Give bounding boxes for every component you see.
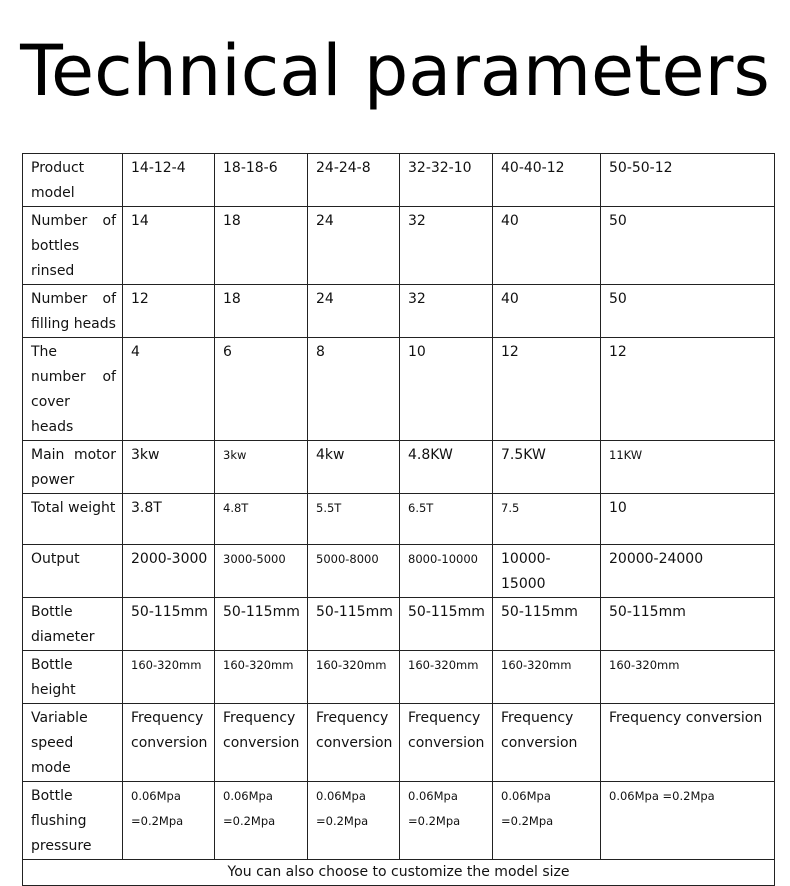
table-cell: 7.5KW [493, 441, 601, 494]
table-cell: 8000-10000 [400, 545, 493, 598]
table-cell: 40-40-12 [493, 154, 601, 207]
row-label: Main motor power [23, 441, 123, 494]
table-cell: 50-115mm [400, 598, 493, 651]
table-cell: 24-24-8 [308, 154, 400, 207]
table-row [23, 285, 775, 338]
table-cell: 50-50-12 [601, 154, 775, 207]
table-cell: 50-115mm [493, 598, 601, 651]
table-cell: 160-320mm [215, 651, 308, 704]
row-label: Number of filling heads [23, 285, 123, 338]
table-row [23, 598, 775, 651]
table-cell: 7.5 [493, 494, 601, 545]
table-row [23, 207, 775, 285]
row-label: The number of cover heads [23, 338, 123, 441]
table-cell: 32 [400, 207, 493, 285]
row-label: Bottle flushing pressure [23, 782, 123, 860]
table-cell: 10000-15000 [493, 545, 601, 598]
row-label: Output [23, 545, 123, 598]
page-title: Technical parameters [20, 30, 770, 112]
table-cell: 160-320mm [308, 651, 400, 704]
table-row [23, 704, 775, 782]
table-cell: 18 [215, 285, 308, 338]
row-label: Bottle height [23, 651, 123, 704]
table-cell: 50 [601, 285, 775, 338]
table-row [23, 154, 775, 207]
table-cell: 6 [215, 338, 308, 441]
table-cell: 12 [601, 338, 775, 441]
table-cell: 18-18-6 [215, 154, 308, 207]
table-cell: 32-32-10 [400, 154, 493, 207]
table-cell: 40 [493, 207, 601, 285]
table-cell: 50-115mm [123, 598, 215, 651]
table-cell: 11KW [601, 441, 775, 494]
table-cell: 5000-8000 [308, 545, 400, 598]
row-label: Total weight [23, 494, 123, 545]
table-cell: 4.8T [215, 494, 308, 545]
table-cell: Frequency conversion [493, 704, 601, 782]
table-cell: 14 [123, 207, 215, 285]
table-cell: Frequency conversion [123, 704, 215, 782]
table-cell: 3000-5000 [215, 545, 308, 598]
table-cell: 50 [601, 207, 775, 285]
table-cell: 12 [493, 338, 601, 441]
table-cell: 5.5T [308, 494, 400, 545]
table-cell: 14-12-4 [123, 154, 215, 207]
table-cell: 3kw [123, 441, 215, 494]
row-label: Variable speed mode [23, 704, 123, 782]
table-cell: 0.06Mpa =0.2Mpa [400, 782, 493, 860]
table-cell: Frequency conversion [400, 704, 493, 782]
table-row [23, 545, 775, 598]
row-label: Product model [23, 154, 123, 207]
table-cell: 160-320mm [493, 651, 601, 704]
technical-parameters-table [22, 153, 775, 886]
table-cell: 160-320mm [601, 651, 775, 704]
table-cell: 2000-3000 [123, 545, 215, 598]
table-cell: 24 [308, 285, 400, 338]
table-cell: 0.06Mpa =0.2Mpa [123, 782, 215, 860]
table-cell: 18 [215, 207, 308, 285]
table-cell: Frequency conversion [308, 704, 400, 782]
table-cell: 3.8T [123, 494, 215, 545]
table-footer-row [23, 860, 775, 886]
table-cell: 4kw [308, 441, 400, 494]
table-cell: 160-320mm [123, 651, 215, 704]
table-cell: 160-320mm [400, 651, 493, 704]
table-cell: 6.5T [400, 494, 493, 545]
table-footer-note: You can also choose to customize the model size [23, 860, 775, 886]
table-cell: 20000-24000 [601, 545, 775, 598]
table-cell: 50-115mm [601, 598, 775, 651]
table-cell: 10 [400, 338, 493, 441]
table-row [23, 651, 775, 704]
table-cell: 50-115mm [215, 598, 308, 651]
table-cell: Frequency conversion [215, 704, 308, 782]
table-cell: 0.06Mpa =0.2Mpa [215, 782, 308, 860]
table-row [23, 494, 775, 545]
table-cell: 3kw [215, 441, 308, 494]
table-cell: 0.06Mpa =0.2Mpa [493, 782, 601, 860]
table-cell: 0.06Mpa =0.2Mpa [601, 782, 775, 860]
table-cell: 12 [123, 285, 215, 338]
table-cell: 8 [308, 338, 400, 441]
table-cell: 0.06Mpa =0.2Mpa [308, 782, 400, 860]
table-cell: 10 [601, 494, 775, 545]
table-cell: Frequency conversion [601, 704, 775, 782]
table-cell: 4.8KW [400, 441, 493, 494]
row-label: Number of bottles rinsed [23, 207, 123, 285]
table-row [23, 441, 775, 494]
table-cell: 40 [493, 285, 601, 338]
table-cell: 24 [308, 207, 400, 285]
table-row [23, 338, 775, 441]
table-cell: 32 [400, 285, 493, 338]
table-cell: 4 [123, 338, 215, 441]
row-label: Bottle diameter [23, 598, 123, 651]
table-cell: 50-115mm [308, 598, 400, 651]
table-row [23, 782, 775, 860]
